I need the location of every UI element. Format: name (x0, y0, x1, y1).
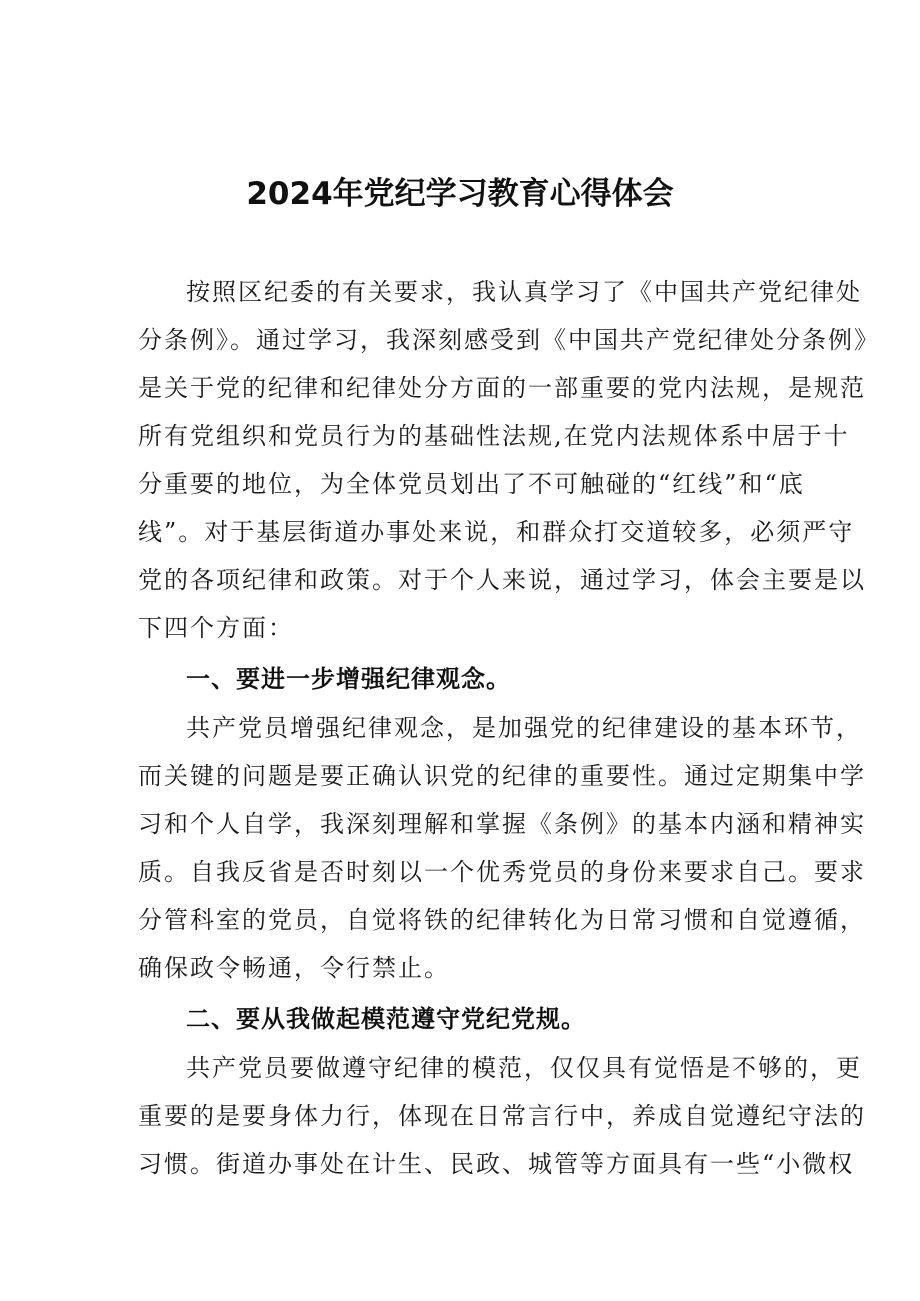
section-heading: 二、要从我做起模范遵守党纪党规。 (186, 1005, 586, 1033)
section-line: 习和个人自学，我深刻理解和掌握《条例》的基本内涵和精神实 (138, 810, 866, 838)
section-line: 习惯。街道办事处在计生、民政、城管等方面具有一些“小微权 (138, 1150, 855, 1178)
intro-line: 线”。对于基层街道办事处来说，和群众打交道较多，必须严守 (138, 518, 855, 546)
section-line: 而关键的问题是要正确认识党的纪律的重要性。通过定期集中学 (138, 762, 866, 790)
intro-line: 是关于党的纪律和纪律处分方面的一部重要的党内法规，是规范 (138, 374, 866, 402)
section-line: 共产党员增强纪律观念，是加强党的纪律建设的基本环节， (186, 714, 862, 742)
section-line: 确保政令畅通，令行禁止。 (138, 954, 450, 982)
section-line: 分管科室的党员，自觉将铁的纪律转化为日常习惯和自觉遵循， (138, 906, 866, 934)
intro-line: 分重要的地位，为全体党员划出了不可触碰的“红线”和“底 (138, 470, 805, 498)
intro-line: 所有党组织和党员行为的基础性法规,在党内法规体系中居于十 (138, 422, 850, 450)
intro-line: 按照区纪委的有关要求，我认真学习了《中国共产党纪律处 (186, 278, 862, 306)
section-heading: 一、要进一步增强纪律观念。 (186, 665, 511, 693)
section-line: 重要的是要身体力行，体现在日常言行中，养成自觉遵纪守法的 (138, 1102, 866, 1130)
section-line: 共产党员要做遵守纪律的模范，仅仅具有觉悟是不够的，更 (186, 1054, 862, 1082)
intro-line: 下四个方面： (138, 614, 294, 642)
section-line: 质。自我反省是否时刻以一个优秀党员的身份来要求自己。要求 (138, 858, 866, 886)
intro-line: 分条例》。通过学习，我深刻感受到《中国共产党纪律处分条例》 (138, 326, 880, 354)
document-title: 2024年党纪学习教育心得体会 (246, 176, 674, 212)
intro-line: 党的各项纪律和政策。对于个人来说，通过学习，体会主要是以 (138, 566, 866, 594)
